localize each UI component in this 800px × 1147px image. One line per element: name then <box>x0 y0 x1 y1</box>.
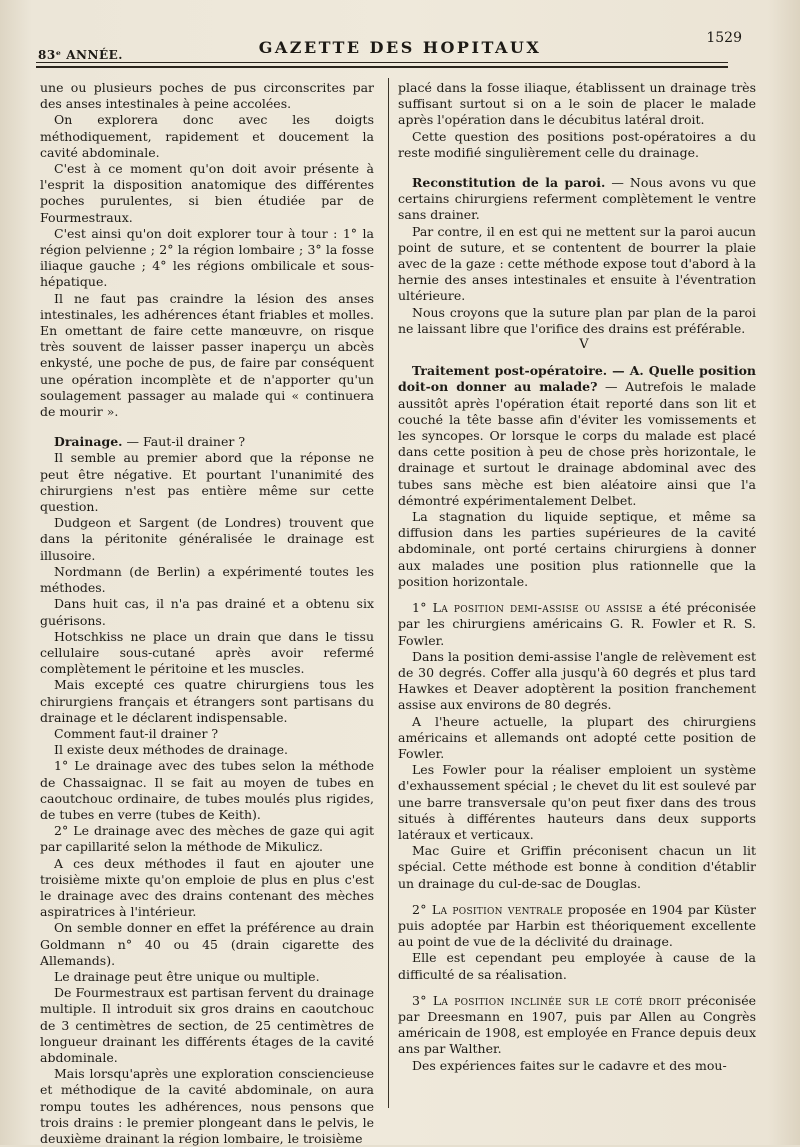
left-column-paragraph <box>40 985 374 1066</box>
paragraph-text: Dans la position demi-assise l'angle de relèvement est de 30 degrés. Coffer alla jusqu'à 60 degrés et plus tard Hawkes et Deaver adoptèrent la position franchement assise aux environs de 80 degrés. <box>398 648 756 713</box>
left-column-paragraph <box>40 515 374 564</box>
right-column-paragraph <box>398 1058 756 1074</box>
paragraph-text: Comment faut-il drainer ? <box>54 725 219 741</box>
left-column-paragraph <box>40 742 374 758</box>
paragraph-text: Les Fowler pour la réaliser emploient un système d'exhaussement spécial ; le chevet du lit est soulevé par une barre transversale qu'on peut fixer dans des trous situés à différentes hauteurs dans deux supports latéraux et verticaux. <box>398 762 756 842</box>
right-column-paragraph <box>398 950 756 982</box>
left-column-paragraph <box>40 564 374 596</box>
right-column-paragraph <box>398 337 756 353</box>
paragraph-text: On explorera donc avec les doigts méthodiquement, rapidement et doucement la cavité abdominale. <box>40 112 374 160</box>
paragraph-text: Dudgeon et Sargent (de Londres) trouvent que dans la péritonite généralisée le drainage est illusoire. <box>40 515 374 563</box>
left-column-paragraph <box>40 1066 374 1147</box>
page-number: 1529 <box>706 30 742 46</box>
subsection-heading: 1° La position demi-assise ou assise <box>412 600 644 616</box>
right-column-paragraph <box>398 843 756 892</box>
paragraph-text: Par contre, il en est qui ne mettent sur la paroi aucun point de suture, et se contentent de bourrer la plaie avec de la gaze : cette méthode expose tout d'abord à la hernie des anses intestinales et ensuite à l'éventration ultérieure. <box>398 223 756 304</box>
left-column <box>40 80 374 1146</box>
paragraph-text: Hotschkiss ne place un drain que dans le tissu cellulaire sous-cutané après avoir refermé complètement le péritoine et les muscles. <box>40 628 374 677</box>
right-column-paragraph <box>398 224 756 305</box>
right-column-paragraph <box>398 649 756 714</box>
right-column-paragraph <box>398 509 756 590</box>
left-column-paragraph <box>40 920 374 969</box>
paragraph-text: préconisée par Dreesmann en 1907, puis par Allen au Congrès américain de 1908, est employée en France depuis deux ans par Walther. <box>398 992 756 1057</box>
left-column-paragraph <box>40 596 374 628</box>
left-column-paragraph <box>40 161 374 226</box>
right-column-paragraph <box>398 175 756 224</box>
left-column-paragraph <box>40 629 374 678</box>
paragraph-text: Dans huit cas, il n'a pas drainé et a obtenu six guérisons. <box>40 596 374 628</box>
paragraph-text: 2° Le drainage avec des mèches de gaze qui agit par capillarité selon la méthode de Mikulicz. <box>40 823 374 855</box>
paragraph-text: Mais excepté ces quatre chirurgiens tous les chirurgiens français et étrangers sont partisans du drainage et le déclarent indispensable. <box>40 677 374 725</box>
subsection-heading: 2° La position ventrale <box>412 901 564 917</box>
paragraph-text: proposée en 1904 par Küster puis adoptée par Harbin est théoriquement excellente au point de vue de la déclivité du drainage. <box>398 901 756 950</box>
paragraph-text: — Nous avons vu que certains chirurgiens referment complètement le ventre sans drainer. <box>398 175 756 223</box>
paragraph-text: Il existe deux méthodes de drainage. <box>54 742 288 758</box>
subsection-heading: 3° La position inclinée sur le coté droit <box>412 992 682 1008</box>
paragraph-text: Des expériences faites sur le cadavre et des mou- <box>412 1057 727 1073</box>
left-column-paragraph <box>40 856 374 921</box>
left-column-paragraph <box>40 758 374 823</box>
left-column-paragraph <box>40 226 374 291</box>
paragraph-text: Mais lorsqu'après une exploration consciencieuse et méthodique de la cavité abdominale, on aura rompu toutes les adhérences, nous pensons que trois drains : le premier plongeant dans le pelvis, le deuxième drainant la région lombaire, le troisième <box>40 1066 374 1146</box>
left-column-paragraph <box>40 823 374 855</box>
header-rule-thin <box>36 62 728 63</box>
section-heading: Reconstitution de la paroi. <box>412 175 606 191</box>
section-heading: Traitement post-opératoire. — A. Quelle position doit-on donner au malade? <box>398 363 756 395</box>
right-column-paragraph <box>398 762 756 843</box>
paragraph-text: placé dans la fosse iliaque, établissent un drainage très suffisant surtout si on a le soin de placer le malade après l'opération dans le décubitus latéral droit. <box>398 80 756 128</box>
right-column-paragraph <box>398 993 756 1058</box>
paragraph-text: Nous croyons que la suture plan par plan de la paroi ne laissant libre que l'orifice des drains est préférable. <box>398 304 756 336</box>
journal-title: GAZETTE DES HOPITAUX <box>258 38 542 57</box>
paragraph-text: Le drainage peut être unique ou multiple. <box>54 968 320 984</box>
paragraph-text: 1° Le drainage avec des tubes selon la méthode de Chassaignac. Il se fait au moyen de tubes en caoutchouc ordinaire, de tubes moulés plus rigides, de tubes en verre (tubes de Keith). <box>40 758 374 822</box>
issue-label: 83ᵉ ANNÉE. <box>38 48 123 62</box>
left-column-paragraph <box>40 80 374 112</box>
right-column-paragraph <box>398 714 756 763</box>
paragraph-text: A ces deux méthodes il faut en ajouter une troisième mixte qu'on emploie de plus en plus c'est le drainage avec des drains contenant des mèches aspiratrices à l'intérieur. <box>40 855 374 920</box>
right-column-paragraph <box>398 363 756 509</box>
left-column-paragraph <box>40 677 374 726</box>
left-column-paragraph <box>40 291 374 421</box>
paragraph-text: Cette question des positions post-opératoires a du reste modifié singulièrement celle du drainage. <box>398 128 756 160</box>
paragraph-text: La stagnation du liquide septique, et même sa diffusion dans les parties supérieures de la cavité abdominale, ont porté certains chirurgiens à donner aux malades une position plus rationnelle que la position horizontale. <box>398 509 756 589</box>
left-column-paragraph <box>40 450 374 515</box>
paragraph-text: Mac Guire et Griffin préconisent chacun un lit spécial. Cette méthode est bonne à condition d'établir un drainage du cul-de-sac de Douglas. <box>398 843 756 891</box>
left-column-paragraph <box>40 726 374 742</box>
left-column-paragraph <box>40 434 374 450</box>
paragraph-text: V <box>579 337 589 353</box>
paragraph-text: Nordmann (de Berlin) a expérimenté toutes les méthodes. <box>40 563 374 596</box>
right-column <box>398 80 756 1110</box>
section-heading: Drainage. <box>54 434 123 450</box>
paragraph-text: Il ne faut pas craindre la lésion des anses intestinales, les adhérences étant friables et molles. En omettant de faire cette manœuvre, on risque très souvent de laisser passer inaperçu un abcès enkysté, une poche de pus, de faire par conséquent une opération incomplète et de n'apporter qu'un soulagement passager au malade qui « continuera de mourir ». <box>40 290 374 420</box>
left-column-paragraph <box>40 969 374 985</box>
paragraph-text: — Faut-il drainer ? <box>122 434 246 450</box>
right-column-paragraph <box>398 600 756 649</box>
right-column-paragraph <box>398 129 756 161</box>
right-column-paragraph <box>398 305 756 337</box>
paragraph-text: a été préconisée par les chirurgiens américains G. R. Fowler et R. S. Fowler. <box>398 600 756 648</box>
paragraph-text: A l'heure actuelle, la plupart des chirurgiens américains et allemands ont adopté cette position de Fowler. <box>398 713 756 761</box>
paragraph-text: — Autrefois le malade aussitôt après l'opération était reporté dans son lit et couché la tête basse afin d'éviter les vomissements et les syncopes. Or lorsque le corps du malade est placé dans cette position à peu de chose près horizontale, le drainage et surtout le drainage abdominal avec des tubes sans mèche est bien aléatoire ainsi que l'a démontré expérimentalement Delbet. <box>398 379 756 508</box>
paragraph-text: Il semble au premier abord que la réponse ne peut être négative. Et pourtant l'unanimité des chirurgiens n'est pas entière même sur cette question. <box>40 450 374 515</box>
left-column-paragraph <box>40 112 374 161</box>
right-column-paragraph <box>398 80 756 129</box>
paragraph-text: C'est ainsi qu'on doit explorer tour à tour : 1° la région pelvienne ; 2° la région lombaire ; 3° la fosse iliaque gauche ; 4° les régions ombilicale et sous-hépatique. <box>40 225 374 290</box>
paragraph-text: De Fourmestraux est partisan fervent du drainage multiple. Il introduit six gros drains en caoutchouc de 3 centimètres de section, de 25 centimètres de longueur drainant les différents étages de la cavité abdominale. <box>40 985 374 1065</box>
right-column-paragraph <box>398 902 756 951</box>
column-separator <box>388 78 389 1108</box>
paragraph-text: une ou plusieurs poches de pus circonscrites par des anses intestinales à peine accolées. <box>40 80 374 112</box>
header-rule-thick <box>36 66 728 68</box>
paragraph-text: On semble donner en effet la préférence au drain Goldmann n° 40 ou 45 (drain cigarette des Allemands). <box>40 920 374 968</box>
paragraph-text: C'est à ce moment qu'on doit avoir présente à l'esprit la disposition anatomique des différentes poches purulentes, si bien étudiée par de Fourmestraux. <box>40 161 374 225</box>
paragraph-text: Elle est cependant peu employée à cause de la difficulté de sa réalisation. <box>398 950 756 982</box>
